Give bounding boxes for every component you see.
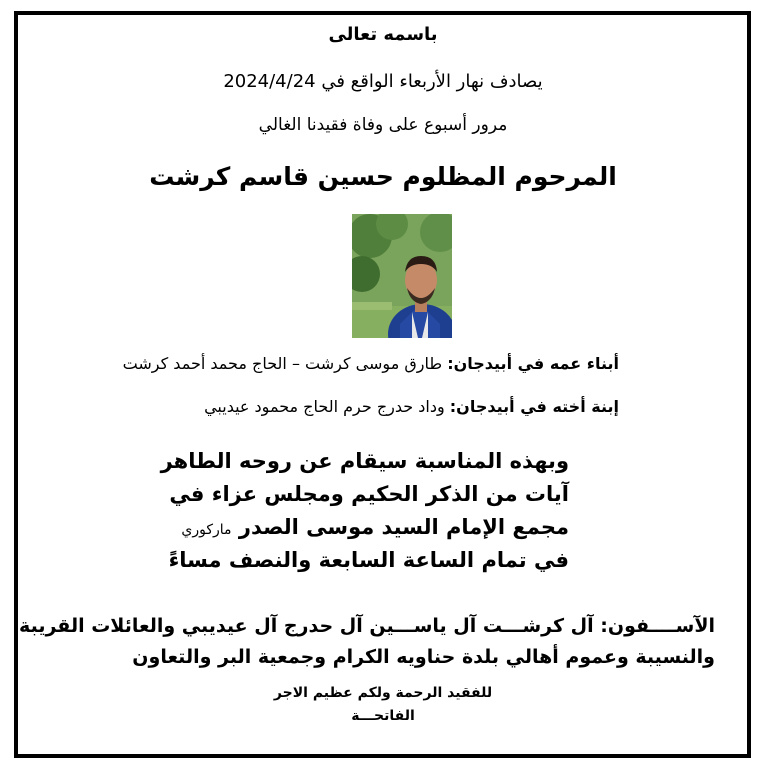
deceased-name: المرحوم المظلوم حسين قاسم كرشت [149,162,617,191]
cousins-label: أبناء عمه في أبيدجان: [447,354,619,373]
portrait-photo [352,214,452,338]
niece-line [204,397,619,416]
niece-label: إبنة أخته في أبيدجان: [449,397,619,416]
closing-prayer: للفقيد الرحمة ولكم عظيم الاجر [273,685,493,701]
date-line: يصادف نهار الأربعاء الواقع في 2024/4/24 [223,71,543,92]
closing-fatiha: الفاتحـــة [351,708,415,724]
ceremony-line-1: وبهذه المناسبة سيقام عن روحه الطاهر [160,449,569,473]
cousins-names: طارق موسى كرشت – الحاج محمد أحمد كرشت [122,354,443,373]
mourners-line-2: والنسيبة وعموم أهالي بلدة حناويه الكرام وجمعية البر والتعاون [132,646,715,668]
ceremony-line-2: آيات من الذكر الحكيم ومجلس عزاء في [169,482,569,506]
ceremony-venue: مجمع الإمام السيد موسى الصدر [238,515,569,539]
week-line: مرور أسبوع على وفاة فقيدنا الغالي [258,115,508,135]
header-title: باسمه تعالى [328,24,438,45]
ceremony-venue-note: ماركوري [181,522,232,538]
niece-names: وداد حدرج حرم الحاج محمود عيديبي [204,397,445,416]
ceremony-line-4: في تمام الساعة السابعة والنصف مساءً [168,548,569,572]
mourners-line-1: الآســــفون: آل كرشـــت آل ياســـين آل حدرج آل عيديبي والعائلات القريبة [19,615,715,637]
cousins-line [123,354,619,373]
ceremony-line-3 [181,515,569,539]
